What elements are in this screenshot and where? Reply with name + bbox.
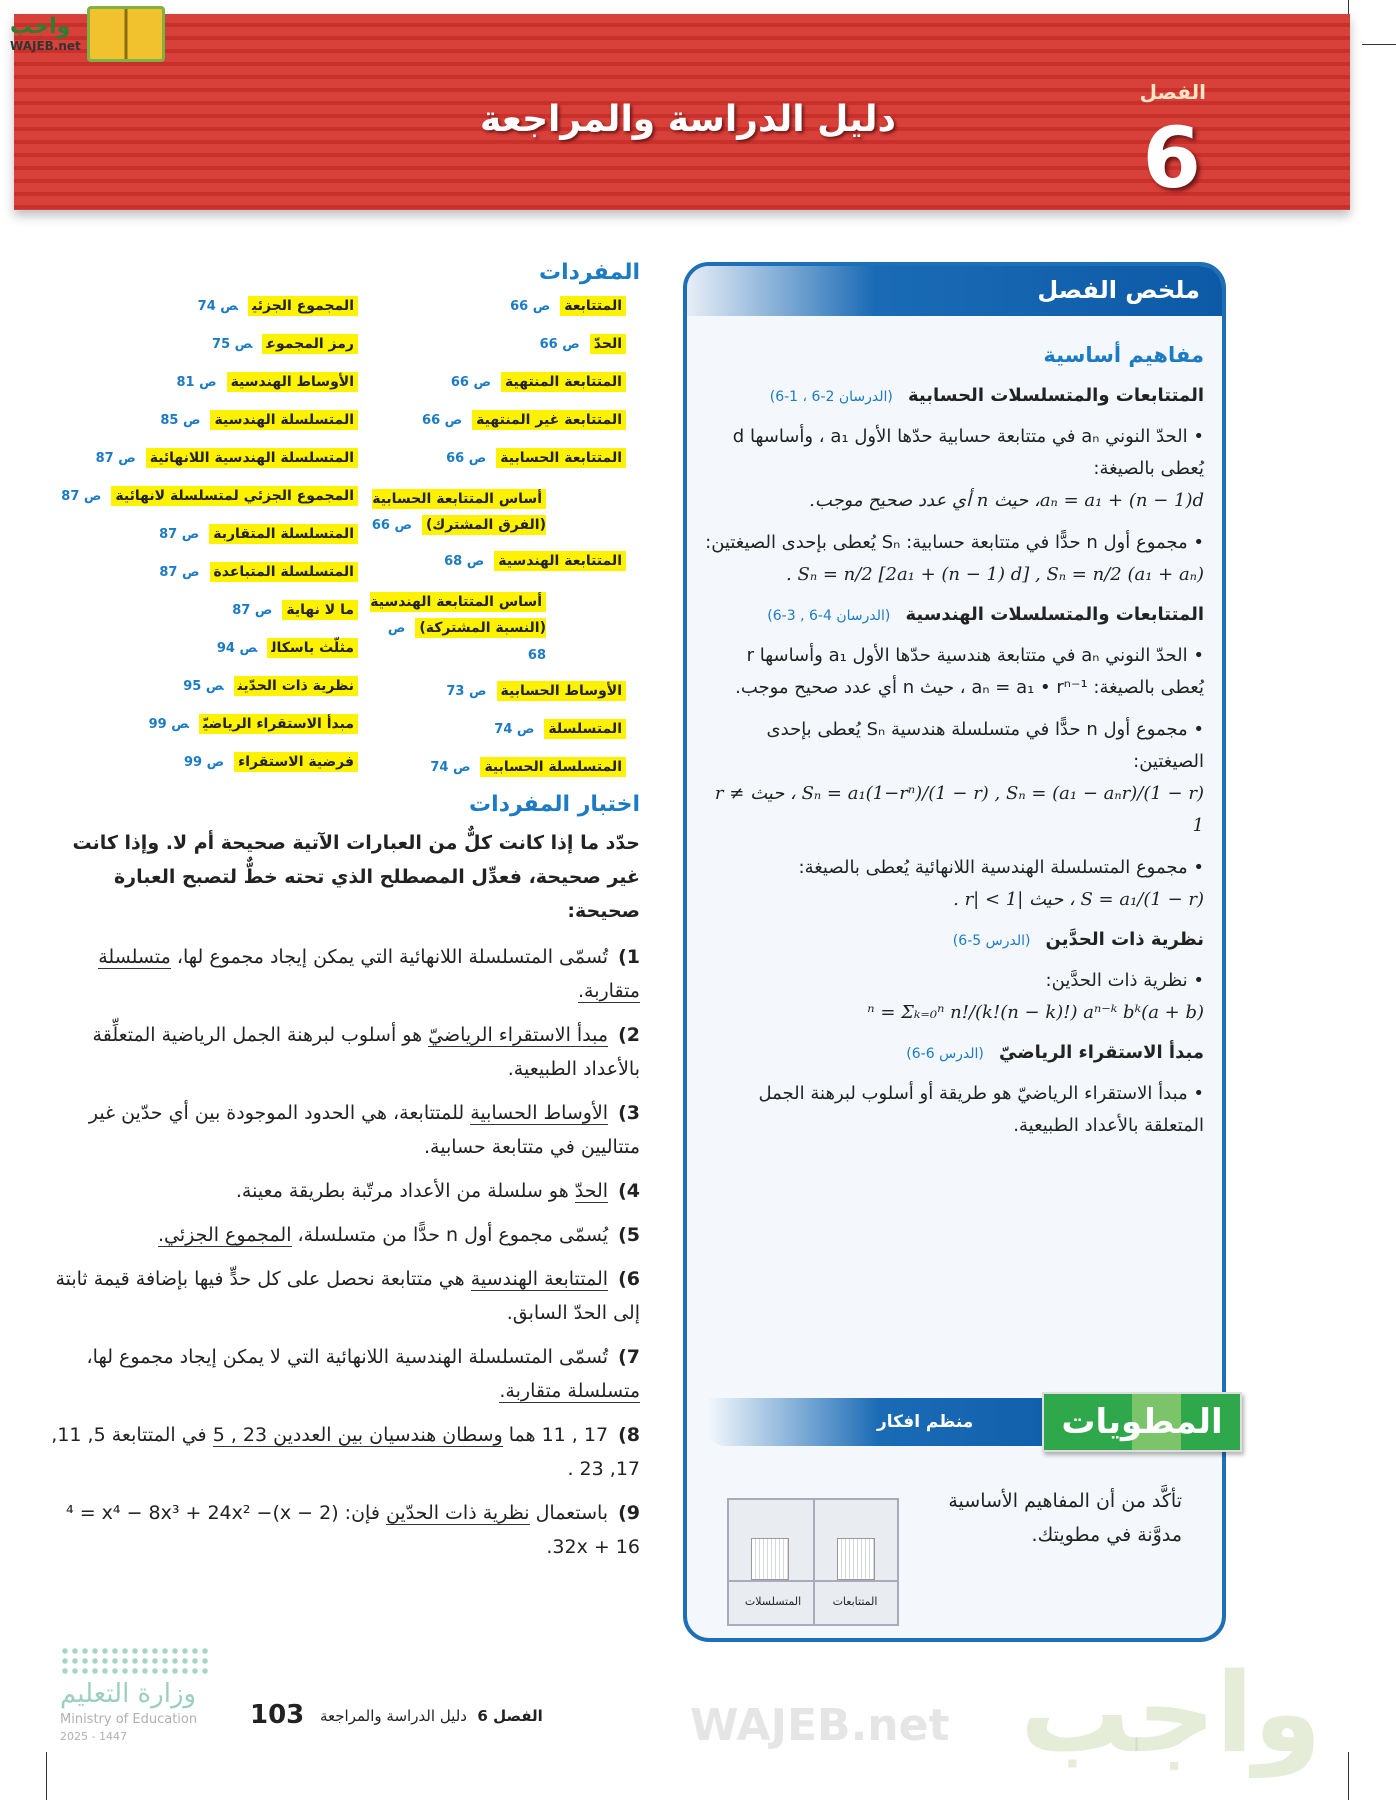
vocab-page: ص 66 <box>446 451 487 466</box>
vocab-item <box>98 524 358 545</box>
item-text: للمتتابعة، هي الحدود الموجودة بين أي حدّين غير متتاليين في متتابعة حسابية. <box>88 1102 640 1158</box>
ministry-logo-dots <box>60 1646 210 1676</box>
vocab-item <box>366 719 626 740</box>
item-text: 17 , 11 هما <box>502 1424 609 1446</box>
bullet: • نظرية ذات الحدَّين: (a + b)ⁿ = Σₖ₌₀ⁿ n!/(k!(n − k)!) aⁿ⁻ᵏ bᵏ <box>704 965 1204 1029</box>
item-text: باستعمال <box>529 1502 609 1524</box>
vocab-term: المتسلسلة المتباعدة <box>210 562 359 582</box>
vocab-page: ص 99 <box>148 717 189 732</box>
vocab-item <box>98 752 358 773</box>
underlined-term: الحدّ <box>574 1180 609 1202</box>
vocab-term: المتتابعة <box>560 296 626 316</box>
item-text: هو أسلوب لبرهنة الجمل الرياضية المتعلِّقة بالأعداد الطبيعية. <box>92 1024 640 1080</box>
vocab-page: ص 66 <box>450 375 492 390</box>
chapter-summary-box <box>683 262 1226 1642</box>
bullet-text: مجموع أول n حدًّا في متتابعة حسابية: Sₙ يُعطى بإحدى الصيغتين: <box>705 532 1188 553</box>
vocab-page: ص 87 <box>159 527 200 542</box>
vocab-page: ص 81 <box>176 375 217 390</box>
ministry-name-en: Ministry of Education <box>60 1712 198 1727</box>
vocab-page: ص 74 <box>494 722 535 737</box>
book-icon <box>87 6 165 62</box>
vocab-item <box>366 551 626 572</box>
vocab-page: ص 94 <box>216 641 258 656</box>
item-text: في المتتابعة 5, 11, 17, 23 . <box>51 1424 640 1480</box>
footer-title <box>320 1706 543 1726</box>
quiz-instructions: حدّد ما إذا كانت كلٌّ من العبارات الآتية صحيحة أم لا. وإذا كانت غير صحيحة، فعدِّل المصطلح الذي تحته خطٌّ لتصبح العبارة صحيحة: <box>72 832 640 922</box>
vocab-term: المجموع الجزئي <box>248 296 358 316</box>
ministry-name: وزارة التعليم <box>60 1679 197 1709</box>
vocab-term: فرضية الاستقراء <box>234 752 358 772</box>
quiz-section <box>40 826 640 1574</box>
vocab-page: ص 68 <box>387 621 546 663</box>
vocab-item <box>98 372 358 393</box>
vocab-term: الأوساط الحسابية <box>497 681 626 701</box>
item-number: 8) <box>618 1424 640 1446</box>
vocab-term: رمز المجموع <box>262 334 358 354</box>
vocab-item <box>98 638 358 659</box>
bullet-text: مجموع أول n حدًّا في متسلسلة هندسية Sₙ يُعطى بإحدى الصيغتين: <box>766 719 1204 772</box>
wajeb-logo <box>10 6 165 62</box>
vocab-item <box>98 562 358 583</box>
quiz-item <box>40 1418 640 1486</box>
vocab-item <box>61 486 358 507</box>
bullet-text: نظرية ذات الحدَّين: <box>1045 970 1188 991</box>
bullet: • الحدّ النوني aₙ في متتابعة حسابية حدّها الأول a₁ ، وأساسها d يُعطى بالصيغة: aₙ = a₁ + (n − 1)d، حيث n أي عدد صحيح موجب. <box>704 421 1204 517</box>
vocab-term: أساس المتتابعة الحسابية (الفرق المشترك) <box>372 491 546 533</box>
vocab-term: نظرية ذات الحدّين <box>234 676 358 696</box>
vocab-term: المتسلسلة الهندسية <box>210 410 358 430</box>
item-text: يُسمّى مجموع أول n حدًّا من متسلسلة، <box>291 1224 609 1246</box>
vocab-page: ص 68 <box>444 554 485 569</box>
year: 2025 - 1447 <box>60 1730 127 1743</box>
vocab-item <box>98 334 358 355</box>
foldables-text: تأكَّد من أن المفاهيم الأساسية مدوَّنة في مطويتك. <box>948 1490 1182 1546</box>
underlined-term: وسطان هندسيان بين العددين 23 , 5 <box>212 1424 503 1446</box>
vocab-column-1 <box>366 296 626 795</box>
vocab-item <box>98 714 358 735</box>
page-number: 103 <box>250 1700 305 1730</box>
bullet: • الحدّ النوني aₙ في متتابعة هندسية حدّها الأول a₁ وأساسها r يُعطى بالصيغة: aₙ = a₁ • rⁿ⁻¹ ، حيث n أي عدد صحيح موجب. <box>735 645 1204 698</box>
vocab-term: المتسلسلة المتقاربة <box>209 524 358 544</box>
item-text: تُسمّى المتسلسلة اللانهائية التي يمكن إيجاد مجموع لها، <box>170 946 609 968</box>
quiz-item <box>40 940 640 1008</box>
item-number: 5) <box>618 1224 640 1246</box>
section-lessons: (الدرسان 4-6 , 3-6) <box>767 608 891 624</box>
section-geometric <box>704 601 1204 630</box>
vocab-page: ص 87 <box>95 451 136 466</box>
vocab-term: المتسلسلة الحسابية <box>480 757 626 777</box>
logo-sub: WAJEB.net <box>10 38 81 53</box>
underlined-term: مبدأ الاستقراء الرياضيّ <box>428 1024 609 1046</box>
page-title: دليل الدراسة والمراجعة <box>479 99 896 140</box>
bullet-text: الحدّ النوني aₙ في متتابعة هندسية حدّها الأول a₁ وأساسها r يُعطى بالصيغة: aₙ = a₁ • rⁿ⁻¹ ، حيث n أي عدد صحيح موجب. <box>735 645 1204 698</box>
foldables-label: منظم افكار <box>877 1412 974 1432</box>
foldable-illustration <box>727 1498 899 1626</box>
vocab-page: ص 87 <box>232 603 273 618</box>
watermark: واجب <box>1020 1649 1322 1777</box>
quiz-item <box>40 1174 640 1208</box>
summary-content <box>704 340 1204 1152</box>
item-number: 3) <box>618 1102 640 1124</box>
footer-chapter: الفصل 6 <box>477 1707 543 1725</box>
vocab-term: مثلّث باسكال <box>267 638 358 658</box>
section-arithmetic <box>704 382 1204 411</box>
quiz-item <box>40 1262 640 1330</box>
formula: (a + b)ⁿ = Σₖ₌₀ⁿ n!/(k!(n − k)!) aⁿ⁻ᵏ bᵏ <box>867 1002 1204 1023</box>
quiz-heading: اختبار المفردات <box>469 792 640 817</box>
section-lessons: (الدرس 6-6) <box>906 1046 984 1062</box>
crop-mark <box>1362 44 1396 45</box>
chapter-number: 6 <box>1142 109 1201 207</box>
crop-mark <box>46 1752 47 1800</box>
section-title: مبدأ الاستقراء الرياضيّ <box>999 1042 1204 1063</box>
vocab-page: ص 85 <box>160 413 201 428</box>
underlined-term: المجموع الجزئي. <box>158 1224 292 1246</box>
vocab-item <box>98 410 358 431</box>
vocab-term: المتتابعة المنتهية <box>501 372 626 392</box>
vocab-item <box>366 372 626 393</box>
crop-mark <box>1348 1752 1349 1800</box>
watermark-sub: WAJEB.net <box>690 1700 950 1751</box>
summary-title: ملخص الفصل <box>1037 276 1200 304</box>
vocab-column-2 <box>61 296 358 790</box>
item-number: 9) <box>618 1502 640 1524</box>
quiz-item <box>40 1096 640 1164</box>
vocab-page: ص 95 <box>183 679 224 694</box>
vocab-item <box>366 486 546 539</box>
vocab-term: الحدّ <box>590 334 626 354</box>
underlined-term: نظرية ذات الحدّين <box>385 1502 530 1524</box>
bullet: • مجموع المتسلسلة الهندسية اللانهائية يُعطى بالصيغة: S = a₁/(1 − r) ، حيث |r| < 1 . <box>704 852 1204 916</box>
formula: Sₙ = a₁(1−rⁿ)/(1 − r) , Sₙ = (a₁ − aₙr)/(1 − r) ، حيث r ≠ 1 <box>714 783 1204 836</box>
bullet: • مبدأ الاستقراء الرياضيّ هو طريقة أو أسلوب لبرهنة الجمل المتعلقة بالأعداد الطبيعية. <box>758 1083 1204 1136</box>
item-number: 2) <box>618 1024 640 1046</box>
vocab-item <box>366 757 626 778</box>
section-binomial <box>704 926 1204 955</box>
formula: Sₙ = n/2 [2a₁ + (n − 1) d] , Sₙ = n/2 (a₁ + aₙ) . <box>786 564 1204 585</box>
section-induction <box>704 1039 1204 1068</box>
foldable-tab-sequences: المتتابعات <box>832 1595 878 1608</box>
section-lessons: (الدرسان 2-6 ، 1-6) <box>769 389 893 405</box>
vocab-term: الأوساط الهندسية <box>227 372 358 392</box>
item-number: 1) <box>618 946 640 968</box>
vocab-page: ص 87 <box>159 565 200 580</box>
formula: aₙ = a₁ + (n − 1)d، حيث n أي عدد صحيح موجب. <box>809 490 1204 511</box>
foldable-tab-series: المتسلسلات <box>744 1595 802 1608</box>
vocab-page: ص 99 <box>183 755 225 770</box>
logo-name: واجب <box>10 13 71 39</box>
vocab-item <box>98 600 358 621</box>
item-text: هي متتابعة نحصل على كل حدٍّ فيها بإضافة قيمة ثابتة إلى الحدّ السابق. <box>55 1268 640 1324</box>
vocab-item <box>366 589 546 669</box>
vocab-item <box>98 676 358 697</box>
footer-chapter-title: دليل الدراسة والمراجعة <box>320 1707 467 1725</box>
underlined-term: متسلسلة متقاربة. <box>98 946 640 1002</box>
vocab-term: المتتابعة الهندسية <box>494 551 626 571</box>
vocab-item <box>366 334 626 355</box>
section-lessons: (الدرس 5-6) <box>952 933 1031 949</box>
item-text: هو سلسلة من الأعداد مرتّبة بطريقة معينة. <box>235 1180 575 1202</box>
vocab-page: ص 66 <box>371 518 413 533</box>
bullet: • مجموع أول n حدًّا في متتابعة حسابية: Sₙ يُعطى بإحدى الصيغتين: Sₙ = n/2 [2a₁ + (n − 1) d] , Sₙ = n/2 (a₁ + aₙ) . <box>704 527 1204 591</box>
vocab-term: المتتابعة الحسابية <box>496 448 626 468</box>
vocab-term: المجموع الجزئي لمتسلسلة لانهائية <box>111 486 358 506</box>
quiz-item <box>40 1218 640 1252</box>
vocab-page: ص 66 <box>422 413 463 428</box>
quiz-item <box>40 1340 640 1408</box>
bullet: • مجموع أول n حدًّا في متسلسلة هندسية Sₙ يُعطى بإحدى الصيغتين: Sₙ = a₁(1−rⁿ)/(1 − r) , Sₙ = (a₁ − aₙr)/(1 − r) ، حيث r ≠ 1 <box>704 714 1204 842</box>
bullet-text: الحدّ النوني aₙ في متتابعة حسابية حدّها الأول a₁ ، وأساسها d يُعطى بالصيغة: <box>732 426 1204 479</box>
key-concepts-heading: مفاهيم أساسية <box>1043 343 1204 367</box>
section-title: المتتابعات والمتسلسلات الحسابية <box>907 385 1204 406</box>
underlined-term: المتتابعة الهندسية <box>470 1268 609 1290</box>
vocab-term: المتتابعة غير المنتهية <box>472 410 626 430</box>
vocab-page: ص 73 <box>446 684 487 699</box>
foldables-brand: المطويات <box>1042 1392 1242 1452</box>
vocab-page: ص 66 <box>539 337 580 352</box>
vocab-term: أساس المتتابعة الهندسية (النسبة المشتركة) <box>370 594 546 636</box>
vocab-item <box>366 448 626 469</box>
vocab-item <box>98 296 358 317</box>
quiz-item <box>40 1496 640 1564</box>
item-number: 7) <box>618 1346 640 1368</box>
bullet-text: مبدأ الاستقراء الرياضيّ هو طريقة أو أسلوب لبرهنة الجمل المتعلقة بالأعداد الطبيعية. <box>758 1083 1204 1136</box>
chapter-word: الفصل <box>1139 80 1206 104</box>
vocab-item <box>366 410 626 431</box>
item-text: فإن: (x − 2)⁴ = x⁴ − 8x³ + 24x² − 32x + 16. <box>66 1502 640 1558</box>
quiz-list <box>40 940 640 1564</box>
quiz-item <box>40 1018 640 1086</box>
underlined-term: الأوساط الحسابية <box>470 1102 609 1124</box>
vocab-item <box>366 296 626 317</box>
vocab-term: ما لا نهاية <box>282 600 358 620</box>
vocab-item <box>95 448 358 469</box>
vocab-page: ص 87 <box>61 489 102 504</box>
item-number: 6) <box>618 1268 640 1290</box>
vocab-term: المتسلسلة <box>544 719 626 739</box>
section-title: المتتابعات والمتسلسلات الهندسية <box>905 604 1204 625</box>
item-number: 4) <box>618 1180 640 1202</box>
bullet-text: مجموع المتسلسلة الهندسية اللانهائية يُعطى بالصيغة: <box>798 857 1188 878</box>
section-title: نظرية ذات الحدَّين <box>1045 929 1204 950</box>
vocab-term: مبدأ الاستقراء الرياضيّ <box>199 714 358 734</box>
vocab-page: ص 74 <box>197 299 239 314</box>
vocab-heading: المفردات <box>538 260 640 285</box>
item-text: تُسمّى المتسلسلة الهندسية اللانهائية التي لا يمكن إيجاد مجموع لها، <box>86 1346 609 1368</box>
vocab-page: ص 74 <box>430 760 471 775</box>
underlined-term: متسلسلة متقاربة. <box>499 1380 640 1402</box>
vocab-item <box>366 681 626 702</box>
formula: S = a₁/(1 − r) ، حيث |r| < 1 . <box>953 889 1204 910</box>
vocab-page: ص 66 <box>510 299 551 314</box>
vocab-page: ص 75 <box>212 337 253 352</box>
vocab-term: المتسلسلة الهندسية اللانهائية <box>146 448 358 468</box>
